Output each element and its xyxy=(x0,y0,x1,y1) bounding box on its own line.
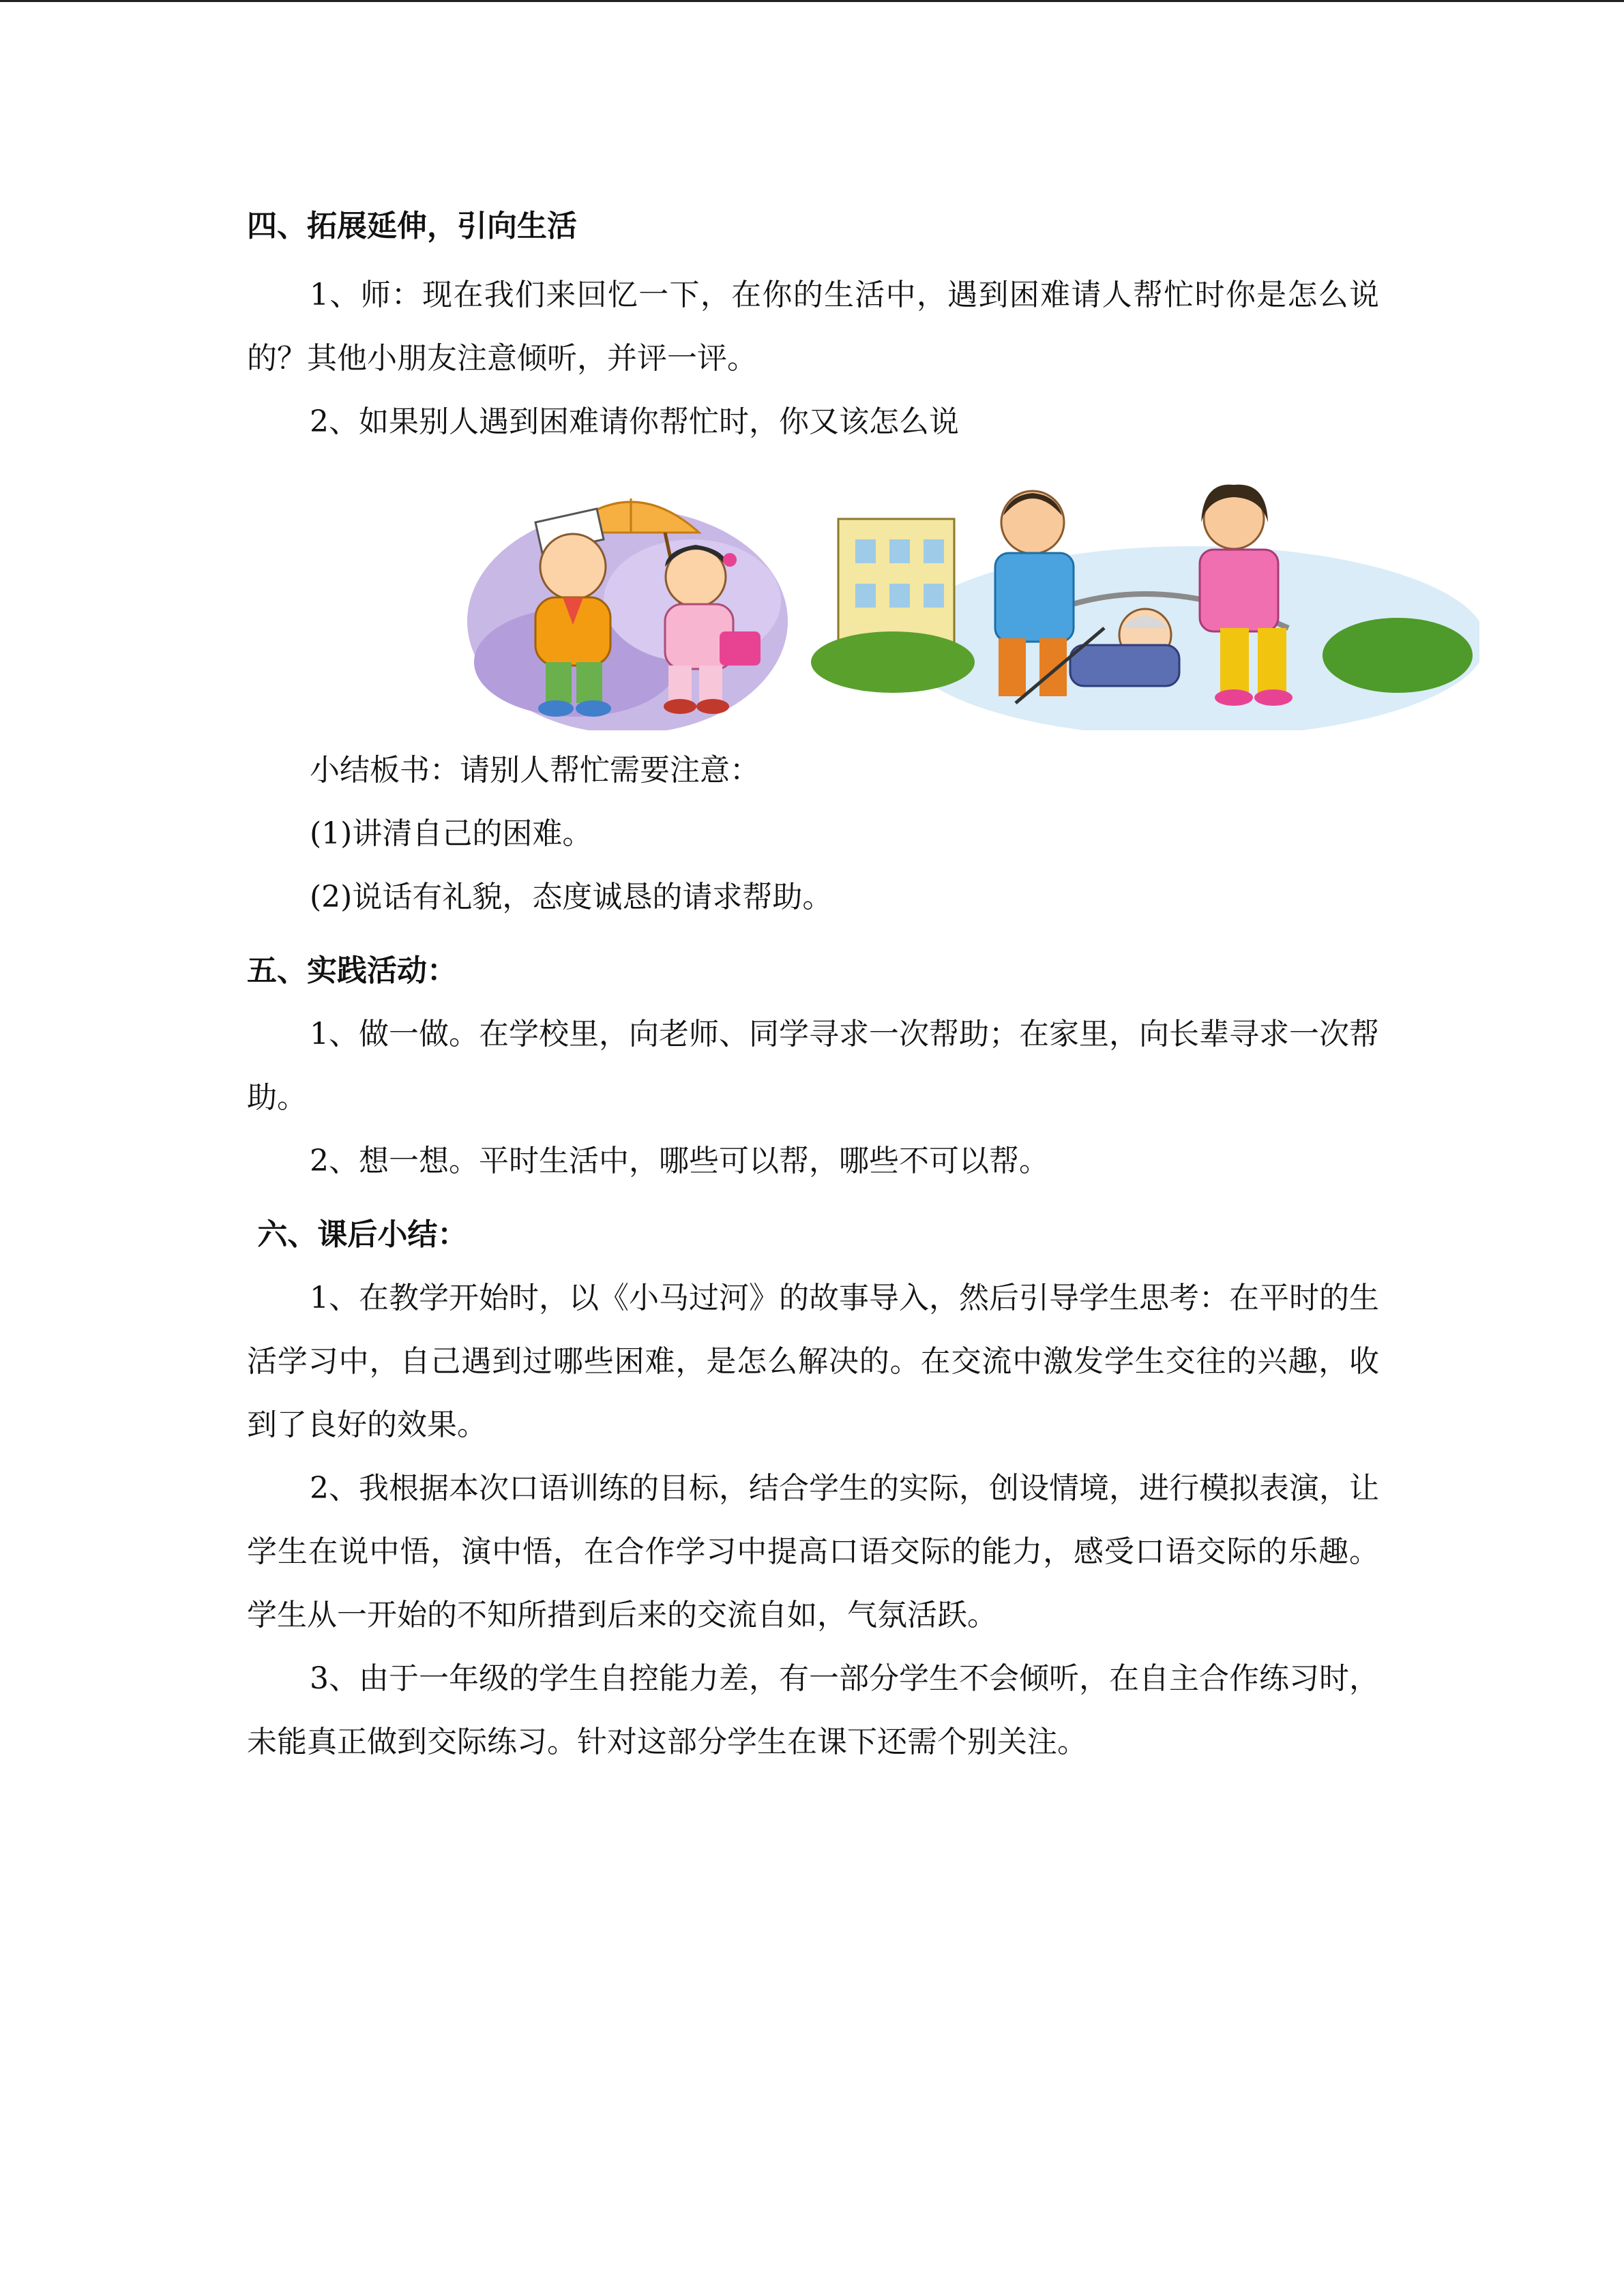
paragraph-reflection-3: 3、由于一年级的学生自控能力差，有一部分学生不会倾听，在自主合作练习时，未能真正做到交际练习。针对这部分学生在课下还需个别关注。 xyxy=(247,1661,1379,1759)
umbrella-sharing-illustration xyxy=(460,458,795,730)
paragraph-others-ask-help: 2、如果别人遇到困难请你帮忙时，你又该怎么说 xyxy=(310,404,959,439)
section-heading-practice: 五、实践活动： xyxy=(247,953,457,988)
page-top-border xyxy=(0,0,1624,2)
summary-point-2: (2)说话有礼貌，态度诚恳的请求帮助。 xyxy=(310,880,833,914)
document-body xyxy=(247,205,1379,1774)
paragraph-reflection-2: 2、我根据本次口语训练的目标，结合学生的实际，创设情境，进行模拟表演，让学生在说中悟，演中悟，在合作学习中提高口语交际的能力，感受口语交际的乐趣。学生从一开始的不知所措到后来的交流自如，气氛活跃。 xyxy=(247,1471,1379,1632)
section-heading-post-class-summary: 六、课后小结： xyxy=(247,1217,468,1252)
paragraph-recall-help: 1、师：现在我们来回忆一下，在你的生活中，遇到困难请人帮忙时你是怎么说的？其他小朋友注意倾听，并评一评。 xyxy=(247,278,1379,376)
paragraph-reflection-1: 1、在教学开始时，以《小马过河》的故事导入，然后引导学生思考：在平时的生活学习中，自己遇到过哪些困难，是怎么解决的。在交流中激发学生交往的兴趣，收到了良好的效果。 xyxy=(247,1281,1379,1442)
summary-point-1: (1)讲清自己的困难。 xyxy=(310,816,593,851)
illustration-row xyxy=(247,458,1379,730)
section-heading-extension: 四、拓展延伸，引向生活 xyxy=(247,209,577,243)
paragraph-practice-think: 2、想一想。平时生活中，哪些可以帮，哪些不可以帮。 xyxy=(310,1144,1049,1178)
helping-elderly-illustration xyxy=(811,458,1479,730)
paragraph-practice-do: 1、做一做。在学校里，向老师、同学寻求一次帮助；在家里，向长辈寻求一次帮助。 xyxy=(247,1017,1379,1115)
summary-board-title: 小结板书：请别人帮忙需要注意： xyxy=(310,753,760,788)
